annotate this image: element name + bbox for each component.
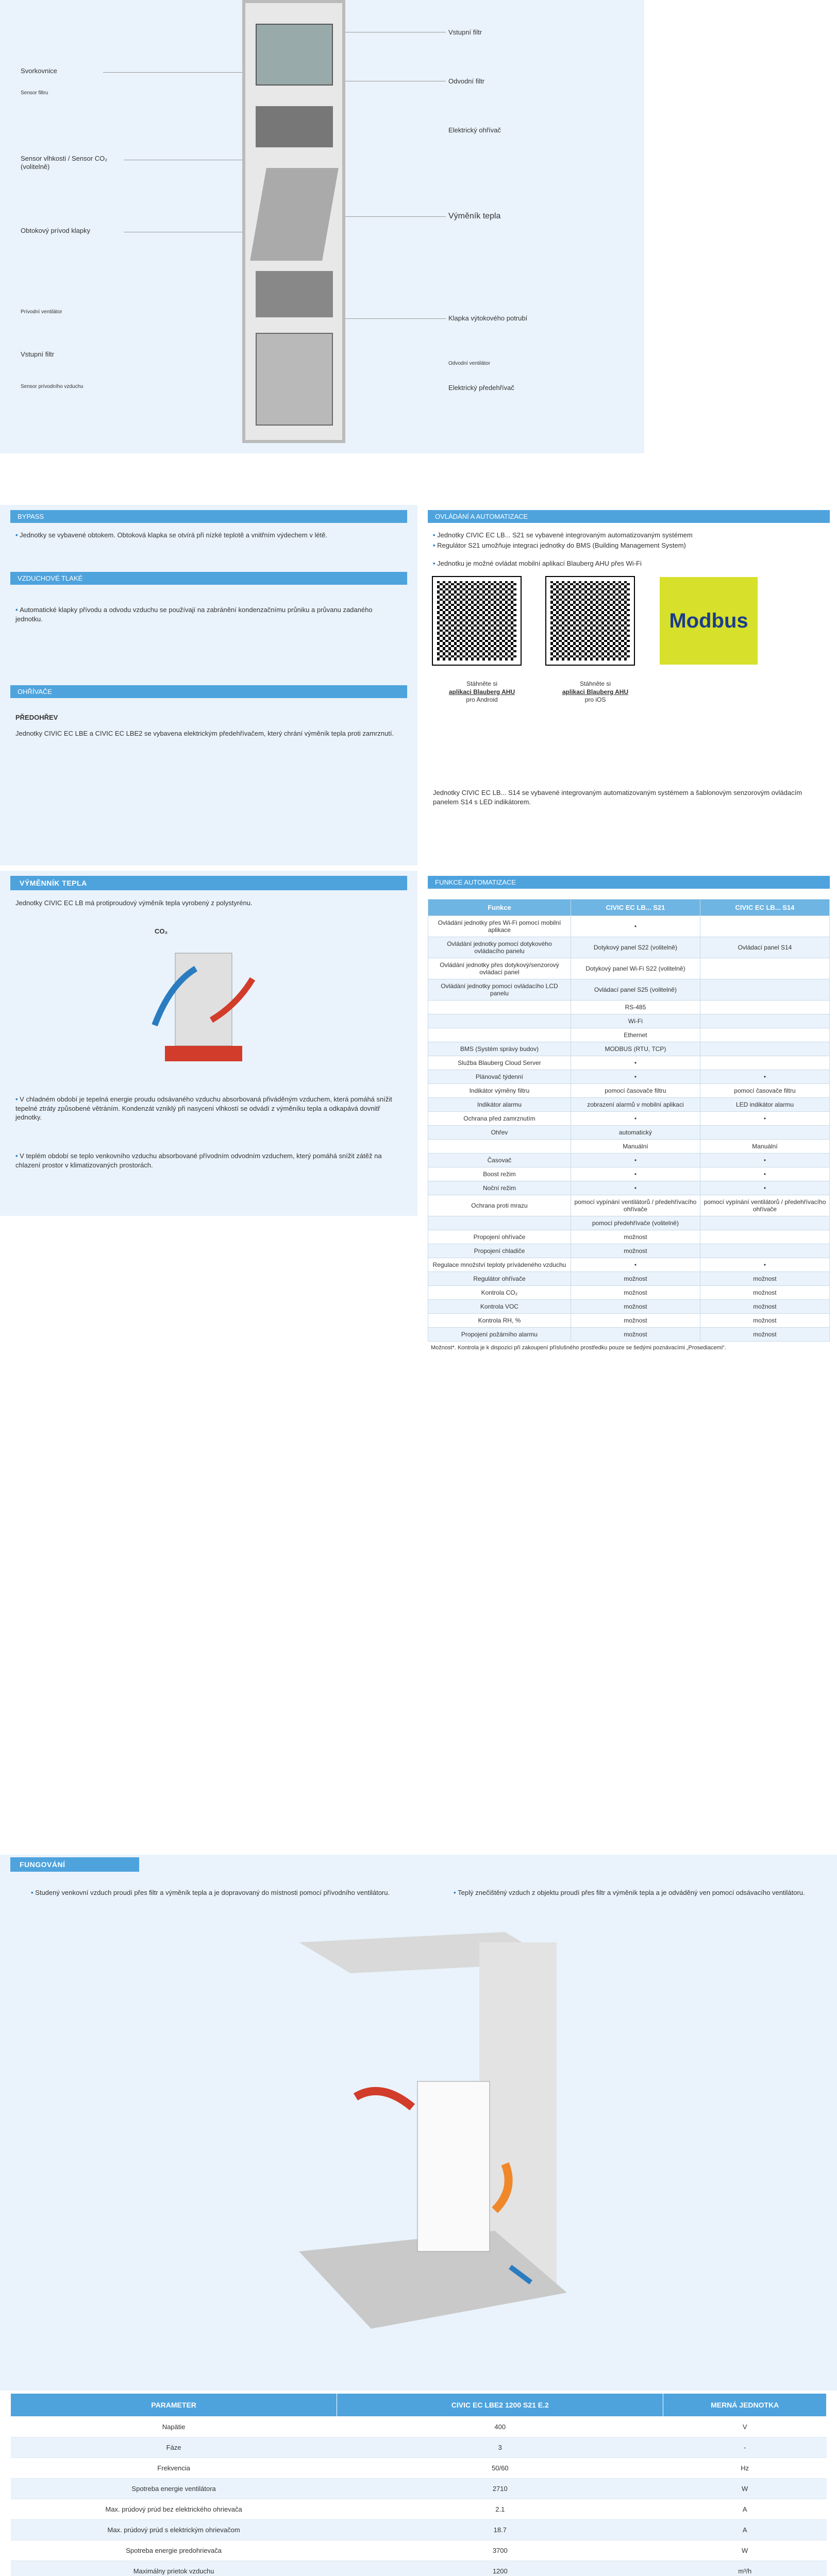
spec-cell: m³/h: [663, 2561, 827, 2576]
features-cell: •: [700, 1181, 829, 1195]
control-item-1: • Jednotky CIVIC EC LB... S21 se vybavené integrovaným automatizovaným systémem: [433, 531, 825, 540]
spec-cell: 400: [337, 2417, 663, 2437]
bypass-text: • Jednotky se vybavené obtokem. Obtoková klapka se otvírá při nízké teplotě a vnitřním výdechem v létě.: [15, 531, 397, 540]
spec-cell: Hz: [663, 2458, 827, 2479]
heat-header: VÝMĚNNÍK TEPLA: [10, 876, 407, 890]
heat-warm-text: • V teplém období se teplo venkovního vzduchu absorbované přívodním odvodním vzduchem, který pomáhá snížit zátěž na chlazení prostor v klimatizovaných prostorách.: [15, 1151, 397, 1170]
features-cell: Regulátor ohřívače: [428, 1272, 571, 1286]
features-cell: možnost: [700, 1272, 829, 1286]
features-cell: BMS (Systém správy budov): [428, 1042, 571, 1056]
features-row: [428, 1167, 830, 1181]
features-cell: Manuální: [700, 1140, 829, 1154]
features-row: [428, 937, 830, 958]
features-cell: •: [700, 1070, 829, 1084]
features-cell: [700, 1042, 829, 1056]
spec-cell: 2.1: [337, 2499, 663, 2520]
features-head-col: Funkce: [428, 900, 571, 916]
features-row: [428, 1001, 830, 1014]
spec-row: [11, 2520, 827, 2540]
features-row: [428, 1126, 830, 1140]
features-cell: Boost režim: [428, 1167, 571, 1181]
features-row: [428, 1140, 830, 1154]
features-cell: RS-485: [571, 1001, 700, 1014]
features-cell: pomocí předehřívače (volitelně): [571, 1216, 700, 1230]
features-row: [428, 1258, 830, 1272]
features-cell: možnost: [700, 1286, 829, 1300]
features-head-col: CIVIC EC LB... S14: [700, 900, 829, 916]
spec-cell: 1200: [337, 2561, 663, 2576]
features-cell: Noční režim: [428, 1181, 571, 1195]
features-cell: Ovládání jednotky přes Wi-Fi pomocí mobilní aplikace: [428, 916, 571, 937]
spec-cell: Frekvencia: [11, 2458, 337, 2479]
features-row: [428, 1042, 830, 1056]
spec-cell: A: [663, 2520, 827, 2540]
spec-cell: A: [663, 2499, 827, 2520]
features-cell: Ovládací panel S25 (volitelně): [571, 979, 700, 1001]
features-row: [428, 1112, 830, 1126]
features-cell: Kontrola VOC: [428, 1300, 571, 1314]
features-row: [428, 1056, 830, 1070]
spec-cell: Spotreba energie predohrievača: [11, 2540, 337, 2561]
features-cell: automatický: [571, 1126, 700, 1140]
features-cell: LED indikátor alarmu: [700, 1098, 829, 1112]
features-cell: Wi-Fi: [571, 1014, 700, 1028]
spec-cell: Maximálny prietok vzduchu: [11, 2561, 337, 2576]
features-cell: možnost: [571, 1314, 700, 1328]
features-cell: •: [571, 916, 700, 937]
features-row: [428, 1244, 830, 1258]
features-row: [428, 916, 830, 937]
features-note: Možnost*. Kontrola je k dispozici při zakoupení příslušného prostředku pouze se šedými poznávacími „Prosediacemi“.: [428, 1342, 830, 1354]
features-cell: •: [571, 1056, 700, 1070]
heat-intro: Jednotky CIVIC EC LB má protiproudový výměník tepla vyrobený z polystyrénu.: [15, 899, 253, 907]
bypass-header: BYPASS: [10, 510, 407, 523]
features-cell: Služba Blauberg Cloud Server: [428, 1056, 571, 1070]
spec-cell: -: [663, 2437, 827, 2458]
callout-left-5: Vstupní filtr: [21, 350, 55, 358]
callout-left-0: Sensor filtru: [21, 90, 48, 96]
features-row: [428, 1181, 830, 1195]
features-cell: Manuální: [571, 1140, 700, 1154]
qr-android-label-line: aplikaci Blauberg AHU: [448, 688, 515, 696]
features-cell: Ovládací panel S14: [700, 937, 829, 958]
features-cell: [700, 979, 829, 1001]
function-left-text: • Studený venkovní vzduch proudí přes filtr a výměník tepla a je dopravovaný do místnosti pomocí přívodního ventilátoru.: [31, 1888, 392, 1897]
features-cell: [700, 958, 829, 979]
features-cell: •: [700, 1154, 829, 1167]
unit-cutaway-image: [242, 0, 345, 443]
callout-left-4: Prívodní ventilátor: [21, 309, 62, 315]
modbus-logo: [660, 577, 758, 665]
features-row: [428, 1195, 830, 1216]
fan-block: [256, 106, 333, 147]
spec-cell: W: [663, 2540, 827, 2561]
features-cell: možnost: [571, 1230, 700, 1244]
callout-right-4: Výměník tepla: [448, 212, 501, 221]
spec-cell: Max. prúdový prúd bez elektrického ohrievača: [11, 2499, 337, 2520]
features-row: [428, 1286, 830, 1300]
callout-right-3: Elektrický ohřívač: [448, 126, 501, 134]
qr-ios-label-line: Stáhněte si: [579, 680, 611, 687]
features-row: [428, 1084, 830, 1098]
features-header: FUNKCE AUTOMATIZACE: [428, 876, 830, 889]
modbus-text: Modbus: [669, 609, 748, 632]
features-cell: pomocí vypínání ventilátorů / předehřívacího ohřívače: [700, 1195, 829, 1216]
spec-cell: V: [663, 2417, 827, 2437]
features-cell: pomocí časovače filtru: [571, 1084, 700, 1098]
features-cell: možnost: [571, 1272, 700, 1286]
features-row: [428, 979, 830, 1001]
callout-left-1: Svorkovnice: [21, 67, 57, 75]
features-row: [428, 1154, 830, 1167]
spec-row: [11, 2417, 827, 2437]
function-illustration: [289, 1922, 577, 2360]
leader-line: [103, 72, 242, 73]
features-cell: •: [700, 1258, 829, 1272]
features-cell: [428, 1028, 571, 1042]
features-cell: [700, 1216, 829, 1230]
features-cell: [700, 1244, 829, 1258]
features-cell: možnost: [571, 1244, 700, 1258]
callout-right-2: Odvodní filtr: [448, 77, 485, 85]
fan2-block: [256, 271, 333, 317]
spec-cell: 3: [337, 2437, 663, 2458]
preheat-label: PŘEDOHŘEV: [15, 714, 58, 721]
features-cell: Dotykový panel Wi-Fi S22 (volitelně): [571, 958, 700, 979]
features-cell: Ovládání jednotky pomocí dotykového ovládacího panelu: [428, 937, 571, 958]
qr-android-label-line: pro Android: [466, 696, 498, 704]
spec-cell: 18.7: [337, 2520, 663, 2540]
features-cell: [700, 1126, 829, 1140]
callout-right-1: Vstupní filtr: [448, 28, 482, 36]
heat-cold-text: • V chladném období je tepelná energie proudu odsávaného vzduchu absorbovaná přiváděným vzduchem, která pomáhá snížit tepelné ztráty způsobené větráním. Kondenzát vzniklý při nasycení vlhkostí se odvádí z výměníku tepla a odkapává dovnitř jednotky.: [15, 1095, 397, 1122]
features-row: [428, 1028, 830, 1042]
features-cell: Kontrola RH, %: [428, 1314, 571, 1328]
features-cell: Indikátor výměny filtru: [428, 1084, 571, 1098]
features-row: [428, 1098, 830, 1112]
features-cell: •: [571, 1154, 700, 1167]
callout-left-2: Sensor vlhkosti / Sensor CO₂ (volitelně): [21, 155, 108, 171]
features-cell: Časovač: [428, 1154, 571, 1167]
spec-head-col: MERNÁ JEDNOTKA: [663, 2394, 827, 2417]
features-cell: Propojení chladiče: [428, 1244, 571, 1258]
spec-row: [11, 2561, 827, 2576]
qr-ios-label-line: pro iOS: [584, 696, 606, 704]
features-cell: Ohřev: [428, 1126, 571, 1140]
features-cell: zobrazení alarmů v mobilní aplikaci: [571, 1098, 700, 1112]
spec-row: [11, 2437, 827, 2458]
spec-head-col: PARAMETER: [11, 2394, 337, 2417]
features-cell: •: [571, 1167, 700, 1181]
spec-table: [10, 2393, 827, 2576]
qr-ios-label[interactable]: [557, 680, 634, 704]
qr-android[interactable]: [433, 577, 521, 665]
function-header: FUNGOVÁNÍ: [10, 1857, 139, 1872]
features-cell: Ovládání jednotky přes dotykový/senzorový ovládací panel: [428, 958, 571, 979]
control-note: Jednotky CIVIC EC LB... S14 se vybavené integrovaným automatizovaným systémem a šablonovým senzorovým ovládacím panelem S14 s LED indikátorem.: [433, 789, 802, 806]
features-cell: Ochrana před zamrznutím: [428, 1112, 571, 1126]
features-cell: Indikátor alarmu: [428, 1098, 571, 1112]
control-header: OVLÁDÁNÍ A AUTOMATIZACE: [428, 510, 830, 523]
features-cell: Propojení ohřívače: [428, 1230, 571, 1244]
spec-cell: Max. prúdový prúd s elektrickým ohrievačom: [11, 2520, 337, 2540]
features-cell: Ovládání jednotky pomocí ovládacího LCD panelu: [428, 979, 571, 1001]
features-cell: možnost: [571, 1328, 700, 1342]
features-row: [428, 1216, 830, 1230]
features-cell: •: [571, 1258, 700, 1272]
features-row: [428, 1272, 830, 1286]
spec-cell: Napätie: [11, 2417, 337, 2437]
features-cell: možnost: [571, 1286, 700, 1300]
heat-exchanger-illustration: [134, 922, 278, 1077]
features-cell: [700, 916, 829, 937]
features-cell: Ethernet: [571, 1028, 700, 1042]
features-cell: •: [700, 1167, 829, 1181]
spec-cell: 2710: [337, 2479, 663, 2499]
features-row: [428, 1328, 830, 1342]
features-cell: [700, 1001, 829, 1014]
features-cell: [428, 1140, 571, 1154]
spec-cell: 50/60: [337, 2458, 663, 2479]
features-cell: [428, 1001, 571, 1014]
control-item-2: • Regulátor S21 umožňuje integraci jednotky do BMS (Building Management System): [433, 541, 825, 550]
features-cell: •: [571, 1112, 700, 1126]
spec-row: [11, 2499, 827, 2520]
features-row: [428, 1300, 830, 1314]
features-row: [428, 1230, 830, 1244]
features-cell: Dotykový panel S22 (volitelně): [571, 937, 700, 958]
qr-ios[interactable]: [546, 577, 634, 665]
features-row: [428, 1314, 830, 1328]
features-cell: možnost: [571, 1300, 700, 1314]
features-cell: [700, 1014, 829, 1028]
heat-exchanger-block: [250, 168, 339, 261]
callout-right-7: Elektrický předehřívač: [448, 384, 514, 392]
features-table: [428, 899, 830, 1354]
callout-right-6: Odvodní ventilátor: [448, 361, 491, 366]
qr-ios-label-line: aplikaci Blauberg AHU: [562, 688, 629, 696]
spec-cell: Spotreba energie ventilátora: [11, 2479, 337, 2499]
features-cell: [428, 1014, 571, 1028]
callout-left-6: Sensor prívodního vzduchu: [21, 384, 83, 389]
airtight-header: VZDUCHOVÉ TLAKÉ: [10, 572, 407, 585]
features-cell: [700, 1230, 829, 1244]
spec-cell: 3700: [337, 2540, 663, 2561]
heater-block: [256, 333, 333, 426]
function-right-text: • Teplý znečištěný vzduch z objektu proudí přes filtr a výměník tepla a je odváděný ven pomocí odsávacího ventilátoru.: [454, 1888, 814, 1897]
spec-head-col: CIVIC EC LBE2 1200 S21 E.2: [337, 2394, 663, 2417]
features-cell: možnost: [700, 1300, 829, 1314]
features-cell: Propojení požárního alarmu: [428, 1328, 571, 1342]
features-cell: pomocí časovače filtru: [700, 1084, 829, 1098]
preheat-text: Jednotky CIVIC EC LBE a CIVIC EC LBE2 se vybavena elektrickým předehřívačem, který chrání výměník tepla proti zamrznutí.: [15, 730, 394, 737]
qr-android-label[interactable]: [443, 680, 521, 704]
features-cell: Ochrana proti mrazu: [428, 1195, 571, 1216]
features-cell: možnost: [700, 1314, 829, 1328]
spec-cell: Fáze: [11, 2437, 337, 2458]
leader-line: [345, 318, 446, 319]
heater-header: OHŘÍVAČE: [10, 685, 407, 698]
features-cell: Kontrola CO₂: [428, 1286, 571, 1300]
features-cell: •: [571, 1181, 700, 1195]
spec-row: [11, 2458, 827, 2479]
features-cell: Regulace množství teploty prívádeného vzduchu: [428, 1258, 571, 1272]
features-cell: MODBUS (RTU, TCP): [571, 1042, 700, 1056]
features-row: [428, 1014, 830, 1028]
features-row: [428, 1070, 830, 1084]
features-cell: [428, 1216, 571, 1230]
spec-row: [11, 2479, 827, 2499]
control-item-3: • Jednotku je možné ovládat mobilní aplikací Blauberg AHU přes Wi-Fi: [433, 559, 825, 568]
features-head-col: CIVIC EC LB... S21: [571, 900, 700, 916]
features-cell: •: [571, 1070, 700, 1084]
features-cell: [700, 1056, 829, 1070]
features-cell: pomocí vypínání ventilátorů / předehřívacího ohřívače: [571, 1195, 700, 1216]
spec-row: [11, 2540, 827, 2561]
leader-line: [345, 216, 446, 217]
features-cell: možnost: [700, 1328, 829, 1342]
airtight-text: • Automatické klapky přívodu a odvodu vzduchu se používají na zabránění kondenzačnímu průniku a průvanu zadaného jednotku.: [15, 605, 397, 623]
features-row: [428, 958, 830, 979]
features-cell: [700, 1028, 829, 1042]
callout-right-5: Klapka výtokového potrubí: [448, 314, 528, 322]
qr-android-label-line: Stáhněte si: [466, 680, 498, 687]
features-cell: Plánovač týdenní: [428, 1070, 571, 1084]
filter-block: [256, 24, 333, 86]
callout-left-3: Obtokový prívod klapky: [21, 227, 91, 234]
co2-label: CO₂: [155, 927, 168, 935]
features-cell: •: [700, 1112, 829, 1126]
spec-cell: W: [663, 2479, 827, 2499]
